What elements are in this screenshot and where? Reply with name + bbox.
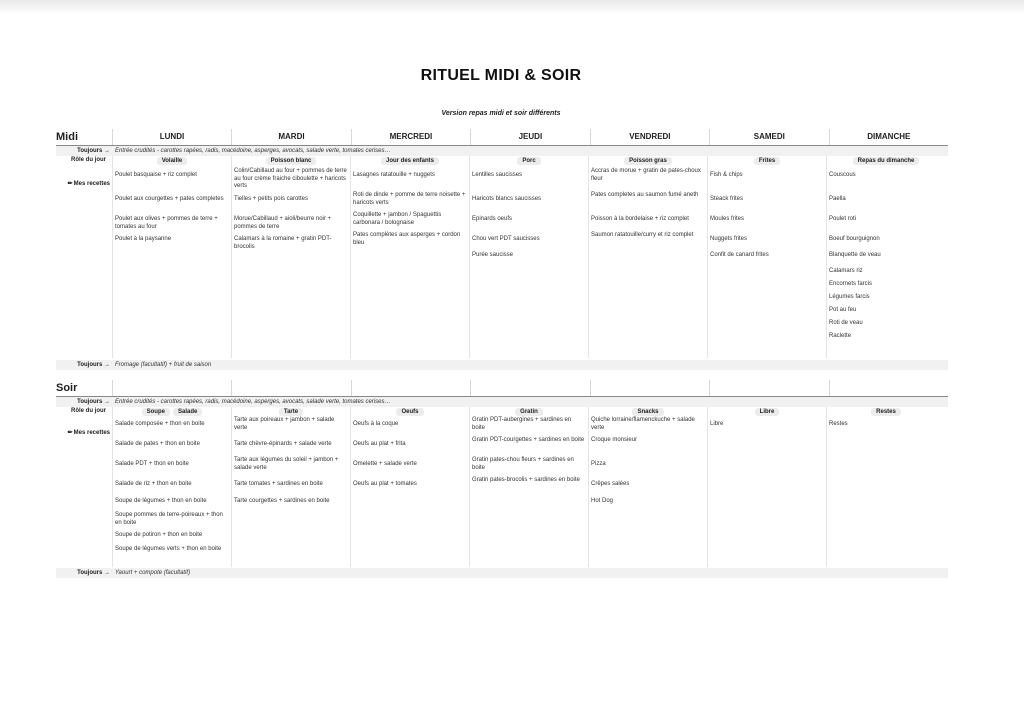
recipe-item: Saumon ratatouille/curry et riz complet	[591, 232, 694, 238]
day-header: LUNDI	[112, 129, 231, 145]
recipe-item: Calamars à la romaine + gratin PDT-brocolis	[234, 236, 332, 250]
recipe-item: Oeufs au plat + tomates	[353, 481, 417, 487]
recipe-item: Calamars riz	[829, 268, 863, 274]
role-of-day	[829, 407, 943, 416]
soir-dessert-text: Yaourt + compote (facultatif)	[115, 570, 191, 576]
recipe-item: Salade composée + thon en boite	[115, 421, 205, 427]
role-pill: Volaille	[157, 157, 188, 165]
recipe-item: Libre	[710, 421, 724, 427]
recipe-item: Oeufs au plat + frita	[353, 441, 406, 447]
recettes-label	[68, 429, 110, 436]
recipe-item: Poulet roti	[829, 216, 857, 222]
recipe-item: Soupe de potiron + thon en boite	[115, 532, 203, 538]
role-label: Rôle du jour	[71, 157, 106, 163]
soir-section	[56, 380, 948, 578]
soir-bottom-band	[56, 568, 948, 578]
soir-header-row	[56, 380, 948, 396]
day-header-empty	[231, 380, 350, 396]
recipe-item: Raclette	[829, 333, 852, 339]
role-pill: Salade	[173, 408, 202, 416]
recipe-item: Salade PDT + thon en boite	[115, 461, 189, 467]
role-pill: Poisson gras	[624, 157, 672, 165]
midi-header-row	[56, 129, 948, 145]
recipe-item: Croque monsieur	[591, 437, 638, 443]
recipe-item: Poisson à la bordelaise + riz complet	[591, 216, 689, 222]
toujours-label: Toujours →	[77, 399, 110, 405]
toujours-label: Toujours →	[77, 362, 110, 368]
day-column	[707, 156, 826, 358]
recettes-label	[68, 180, 110, 187]
day-column	[350, 156, 469, 358]
recipe-item: Epinards oeufs	[472, 216, 513, 222]
midi-section	[56, 129, 948, 370]
recipe-item: Salade de pates + thon en boite	[115, 441, 200, 447]
role-of-day	[353, 156, 467, 165]
recipe-item: Nuggets frites	[710, 236, 748, 242]
row-labels	[56, 407, 112, 567]
role-of-day	[591, 407, 705, 416]
recipe-item: Pates complètes aux asperges + cordon bleu	[353, 232, 461, 246]
recipe-item: Soupe pommes de terre-poireaux + thon en boite	[115, 512, 223, 526]
recipe-item: Omelette + salade verte	[353, 461, 417, 467]
soir-grid	[56, 407, 948, 567]
day-column	[826, 156, 945, 358]
day-column	[231, 156, 350, 358]
recipe-item: Lasagnes ratatouille + nuggets	[353, 172, 435, 178]
role-of-day	[234, 407, 348, 416]
role-of-day	[115, 156, 229, 165]
midi-bottom-band	[56, 360, 948, 370]
day-column	[826, 407, 945, 567]
page-subtitle: Version repas midi et soir différents	[441, 110, 561, 117]
recipe-item: Poulet aux olives + pommes de terre + tomates au four	[115, 216, 218, 230]
day-column	[112, 407, 231, 567]
recipe-item: Haricots blancs saucisses	[472, 196, 542, 202]
recipe-item: Poulet aux courgettes + pates completes	[115, 196, 224, 202]
soir-heading: Soir	[56, 382, 78, 394]
recipe-item: Soupe de légumes verts + thon en boite	[115, 546, 222, 552]
recipe-item: Morue/Cabillaud + aioli/beurre noir + pommes de terre	[234, 216, 332, 230]
recipe-item: Tarte aux légumes du soleil + jambon + salade verte	[234, 457, 339, 471]
recipe-item: Blanquette de veau	[829, 252, 881, 258]
recipe-item: Gratin pates-brocolis + sardines en boite	[472, 477, 580, 483]
role-of-day	[472, 407, 586, 416]
role-label: Rôle du jour	[71, 408, 106, 414]
day-header-empty	[112, 380, 231, 396]
recipe-item: Poulet à la paysanne	[115, 236, 172, 242]
role-pill: Jour des enfants	[381, 157, 439, 165]
midi-grid	[56, 156, 948, 358]
role-of-day	[591, 156, 705, 165]
recipe-item: Couscous	[829, 172, 856, 178]
day-header-empty	[590, 380, 709, 396]
role-of-day	[710, 407, 824, 416]
day-header: VENDREDI	[590, 129, 709, 145]
role-of-day	[115, 407, 229, 416]
role-pill: Libre	[755, 408, 780, 416]
day-header: JEUDI	[470, 129, 589, 145]
day-column	[707, 407, 826, 567]
recipe-item: Lentilles saucisses	[472, 172, 523, 178]
day-column	[588, 407, 707, 567]
day-header: SAMEDI	[709, 129, 828, 145]
role-pill: Oeufs	[396, 408, 423, 416]
recettes-text: Mes recettes	[73, 430, 110, 436]
recipe-item: Purée saucisse	[472, 252, 514, 258]
recipe-item: Roti de dinde + pomme de terre noisette + haricots verts	[353, 192, 466, 206]
role-pill: Poisson blanc	[266, 157, 317, 165]
recipe-item: Tarte chèvre-épinards + salade verte	[234, 441, 332, 447]
recipe-item: Légumes farcis	[829, 294, 870, 300]
recipe-item: Oeufs à la coque	[353, 421, 399, 427]
role-of-day	[234, 156, 348, 165]
role-pill: Frites	[754, 157, 780, 165]
midi-entree-text: Entrée crudités - carottes rapées, radis, macédoine, asperges, avocats, salade verte, tomates cerises…	[115, 148, 391, 154]
day-column	[112, 156, 231, 358]
day-header: DIMANCHE	[829, 129, 948, 145]
role-of-day	[472, 156, 586, 165]
midi-top-band	[56, 146, 948, 156]
day-column	[588, 156, 707, 358]
page-title: RITUEL MIDI & SOIR	[420, 67, 582, 84]
role-pill: Soupe	[142, 408, 170, 416]
day-header-empty	[829, 380, 948, 396]
recipe-item: Soupe de légumes + thon en boite	[115, 498, 207, 504]
recipe-item: Gratin pates-chou fleurs + sardines en boite	[472, 457, 574, 471]
recipe-item: Gratin PDT-courgettes + sardines en boite	[472, 437, 585, 443]
top-shade	[0, 0, 1024, 14]
recettes-text: Mes recettes	[73, 181, 110, 187]
soir-entree-text: Entrée crudités - carottes rapées, radis, macédoine, asperges, avocats, salade verte, tomates cerises…	[115, 399, 391, 405]
day-header-empty	[709, 380, 828, 396]
role-of-day	[710, 156, 824, 165]
recipe-item: Restes	[829, 421, 848, 427]
day-header-empty	[351, 380, 470, 396]
recipe-item: Hot Dog	[591, 498, 614, 504]
recipe-item: Boeuf bourguignon	[829, 236, 880, 242]
recipe-item: Tielles + petits pois carottes	[234, 196, 308, 202]
role-pill: Porc	[517, 157, 540, 165]
recipe-item: Tarte tomates + sardines en boite	[234, 481, 323, 487]
day-header: MARDI	[231, 129, 350, 145]
role-pill: Tarte	[279, 408, 303, 416]
pencil-icon: ✏	[67, 181, 73, 187]
recipe-item: Encornets farcis	[829, 281, 873, 287]
day-column	[469, 156, 588, 358]
role-of-day	[353, 407, 467, 416]
recipe-item: Tarte courgettes + sardines en boite	[234, 498, 330, 504]
day-column	[231, 407, 350, 567]
day-column	[469, 407, 588, 567]
midi-heading: Midi	[56, 131, 78, 143]
recipe-item: Gratin PDT-aubergines + sardines en boite	[472, 417, 572, 431]
recipe-item: Colin/Cabillaud au four + pommes de terre au four crème fraiche ciboulette + haricots verts	[234, 168, 347, 190]
recipe-item: Poulet basquaise + riz complet	[115, 172, 197, 178]
recipe-item: Confit de canard frites	[710, 252, 769, 258]
midi-dessert-text: Fromage (facultatif) + fruit de saison	[115, 362, 212, 368]
recipe-item: Salade de riz + thon en boite	[115, 481, 192, 487]
recipe-item: Tarte aux poireaux + jambon + salade verte	[234, 417, 335, 431]
recipe-item: Quiche lorraine/flamenckuche + salade verte	[591, 417, 695, 431]
recipe-item: Pot au feu	[829, 307, 857, 313]
toujours-label: Toujours →	[77, 148, 110, 154]
recipe-item: Pates completes au saumon fumé aneth	[591, 192, 699, 198]
role-pill: Restes	[871, 408, 901, 416]
toujours-label: Toujours →	[77, 570, 110, 576]
soir-top-band	[56, 397, 948, 407]
day-column	[350, 407, 469, 567]
recipe-item: Chou vert PDT saucisses	[472, 236, 540, 242]
role-pill: Repas du dimanche	[853, 157, 920, 165]
recipe-item: Paella	[829, 196, 846, 202]
day-header-empty	[470, 380, 589, 396]
row-labels	[56, 156, 112, 358]
recipe-item: Crêpes salées	[591, 481, 630, 487]
day-header: MERCREDI	[351, 129, 470, 145]
recipe-item: Accras de morue + gratin de pates-choux fleur	[591, 168, 701, 182]
pencil-icon: ✏	[67, 430, 73, 436]
recipe-item: Steack frites	[710, 196, 744, 202]
recipe-item: Moules frites	[710, 216, 745, 222]
role-pill: Snacks	[632, 408, 663, 416]
recipe-item: Pizza	[591, 461, 606, 467]
recipe-item: Roti de veau	[829, 320, 863, 326]
recipe-item: Fish & chips	[710, 172, 743, 178]
role-pill: Gratin	[515, 408, 543, 416]
role-of-day	[829, 156, 943, 165]
recipe-item: Coquillette + jambon / Spaguettis carbonara / bolognaise	[353, 212, 442, 226]
